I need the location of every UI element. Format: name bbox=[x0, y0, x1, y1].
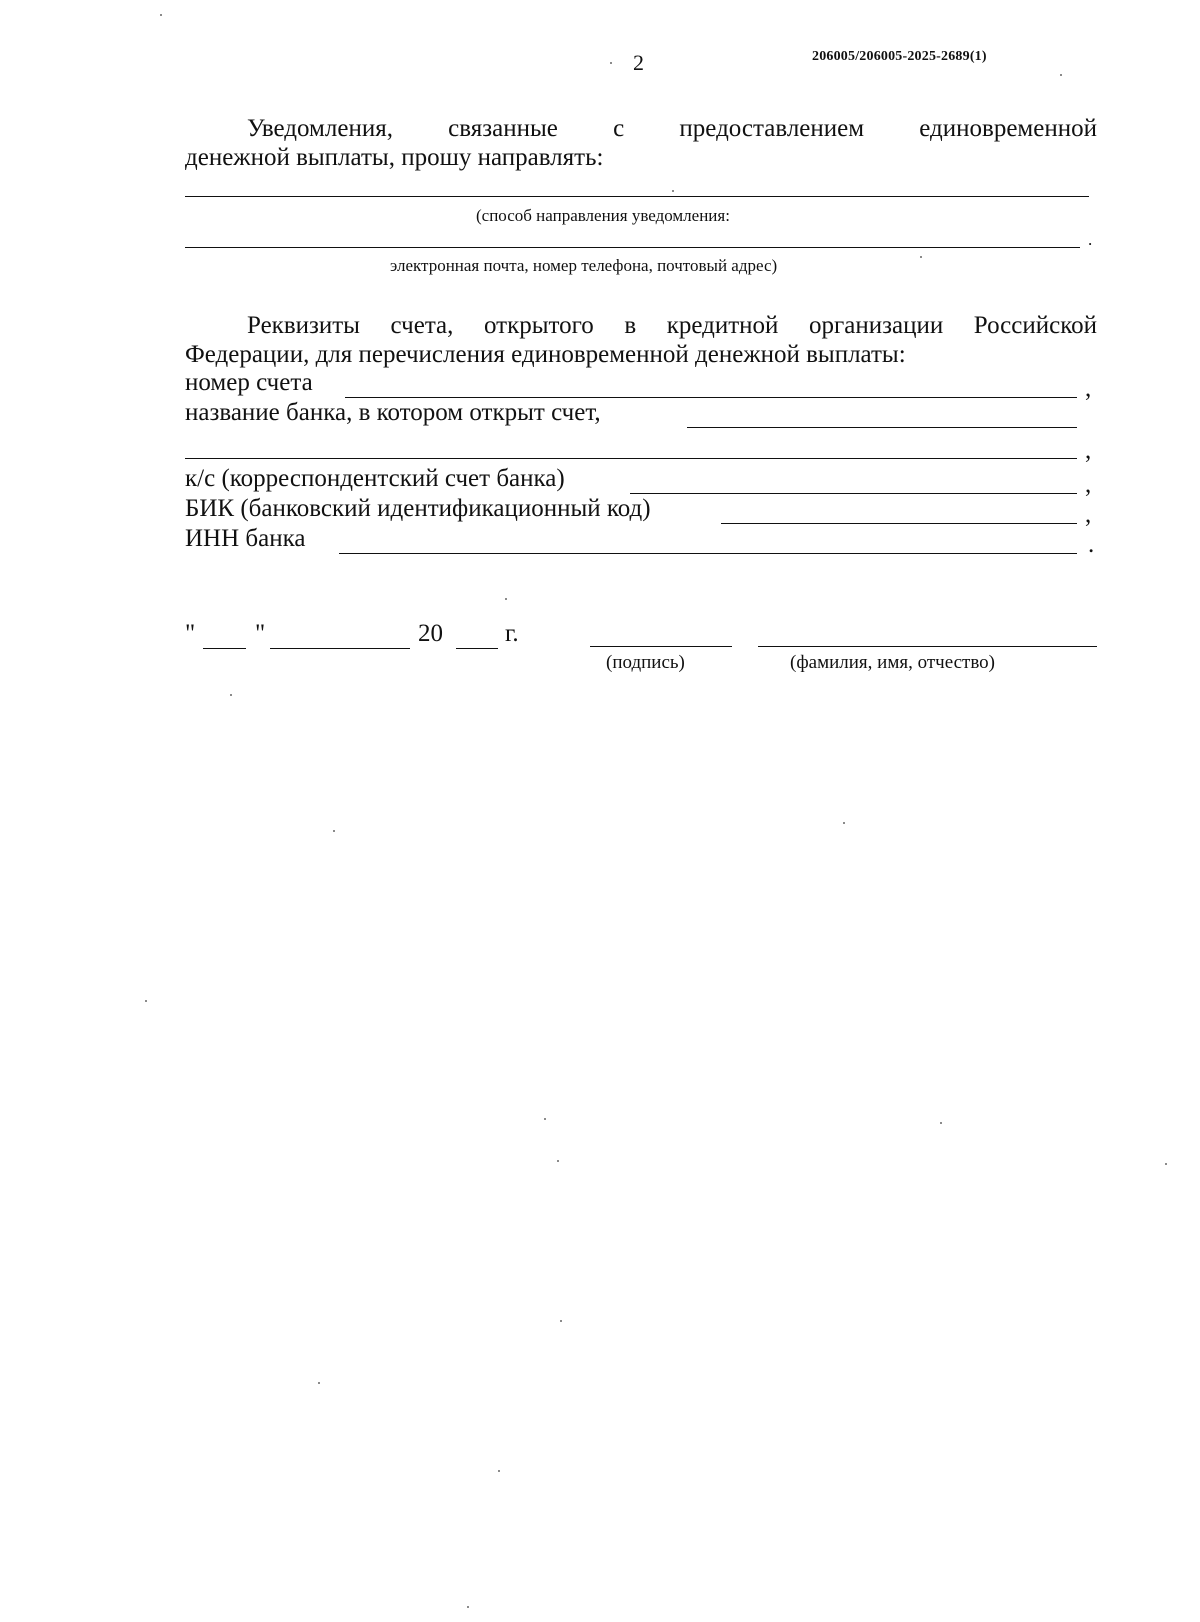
bank-inn-field[interactable] bbox=[339, 553, 1077, 554]
bank-name-end: , bbox=[1085, 437, 1092, 464]
bank-name-label: название банка, в котором открыт счет, bbox=[185, 399, 601, 426]
signature-field[interactable] bbox=[590, 646, 732, 647]
date-year-prefix: 20 bbox=[418, 620, 443, 647]
scan-speck bbox=[672, 190, 674, 192]
scan-speck bbox=[318, 1382, 320, 1384]
date-day-field[interactable] bbox=[203, 648, 246, 649]
scan-speck bbox=[467, 1606, 469, 1608]
date-quote-open: " bbox=[185, 620, 196, 647]
bank-details-line-1: Реквизиты счета, открытого в кредитной организации Российской bbox=[247, 312, 1097, 339]
scan-speck bbox=[940, 1122, 942, 1124]
scan-speck bbox=[505, 598, 507, 600]
bank-name-field[interactable] bbox=[687, 427, 1077, 428]
bank-name-field-continued[interactable] bbox=[185, 458, 1077, 459]
notifications-paragraph bbox=[185, 114, 1097, 172]
notification-end-mark: . bbox=[1088, 230, 1093, 249]
signature-caption: (подпись) bbox=[606, 652, 685, 673]
account-number-field[interactable] bbox=[345, 397, 1077, 398]
scan-speck bbox=[498, 1470, 500, 1472]
date-year-field[interactable] bbox=[456, 648, 498, 649]
bank-inn-label: ИНН банка bbox=[185, 525, 306, 552]
scan-speck bbox=[145, 1000, 147, 1002]
notification-caption-2: электронная почта, номер телефона, почтовый адрес) bbox=[390, 256, 778, 275]
full-name-caption: (фамилия, имя, отчество) bbox=[790, 652, 996, 673]
account-number-label: номер счета bbox=[185, 369, 313, 396]
scan-speck bbox=[230, 694, 232, 696]
bik-label: БИК (банковский идентификационный код) bbox=[185, 495, 651, 522]
scan-speck bbox=[557, 1160, 559, 1162]
bank-details-line-2: Федерации, для перечисления единовременной денежной выплаты: bbox=[185, 341, 906, 368]
correspondent-account-field[interactable] bbox=[630, 493, 1077, 494]
full-name-field[interactable] bbox=[758, 646, 1097, 647]
scan-speck bbox=[160, 14, 162, 16]
document-id: 206005/206005-2025-2689(1) bbox=[812, 49, 987, 64]
notification-caption-1: (способ направления уведомления: bbox=[476, 206, 730, 225]
scan-speck bbox=[560, 1320, 562, 1322]
bik-field[interactable] bbox=[721, 523, 1077, 524]
bik-end: , bbox=[1085, 501, 1092, 528]
scan-speck bbox=[333, 830, 335, 832]
scan-speck bbox=[610, 62, 612, 64]
page-number: 2 bbox=[633, 50, 644, 75]
correspondent-account-label: к/с (корреспондентский счет банка) bbox=[185, 465, 565, 492]
notifications-line-1: Уведомления, связанные с предоставлением единовременной bbox=[247, 115, 1097, 142]
date-year-suffix: г. bbox=[505, 620, 519, 647]
date-quote-close: " bbox=[255, 620, 266, 647]
bank-details-paragraph bbox=[185, 311, 1097, 369]
scan-speck bbox=[544, 1118, 546, 1120]
bank-inn-end: . bbox=[1088, 531, 1095, 558]
date-month-field[interactable] bbox=[270, 648, 410, 649]
account-number-end: , bbox=[1085, 375, 1092, 402]
notification-method-line-1[interactable] bbox=[185, 196, 1089, 197]
correspondent-account-end: , bbox=[1085, 471, 1092, 498]
scan-speck bbox=[843, 822, 845, 824]
scan-speck bbox=[1060, 74, 1062, 76]
notification-method-line-2[interactable] bbox=[185, 247, 1080, 248]
notifications-line-2: денежной выплаты, прошу направлять: bbox=[185, 144, 604, 171]
scan-speck bbox=[920, 256, 922, 258]
scan-speck bbox=[1165, 1163, 1167, 1165]
